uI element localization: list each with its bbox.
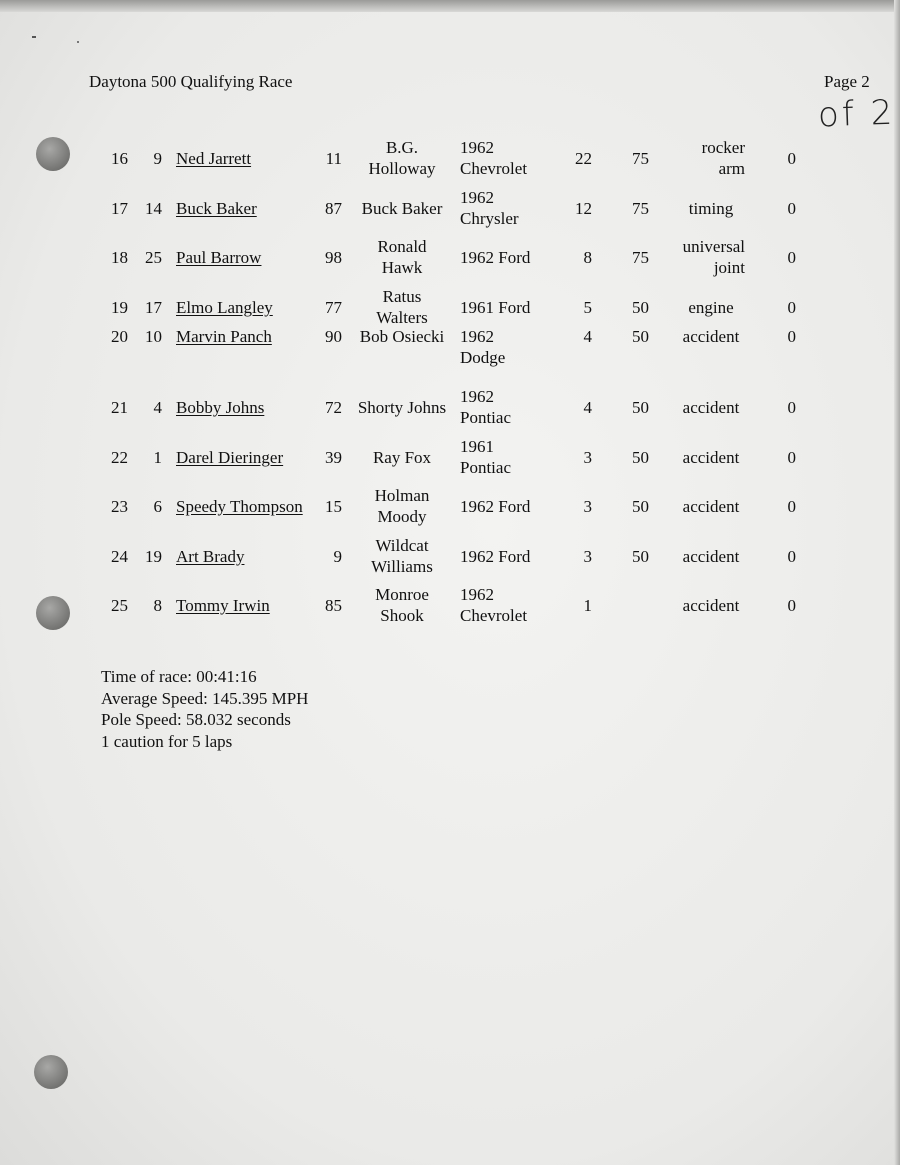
car-make: 1962 bbox=[460, 585, 494, 604]
race-status: accident bbox=[682, 596, 740, 615]
laps-completed: 12 bbox=[575, 199, 592, 218]
finish-position: 25 bbox=[111, 596, 128, 615]
start-position: 10 bbox=[145, 327, 162, 346]
driver-link[interactable]: Speedy Thompson bbox=[176, 497, 303, 516]
car-number: 39 bbox=[325, 448, 342, 467]
points: 0 bbox=[787, 398, 796, 417]
laps-completed: 22 bbox=[575, 149, 592, 168]
driver-link[interactable]: Ned Jarrett bbox=[176, 149, 252, 168]
table-row bbox=[0, 584, 900, 634]
start-position: 6 bbox=[153, 497, 162, 516]
race-stats bbox=[101, 666, 308, 752]
car-make: 1962 bbox=[460, 387, 494, 406]
prize-money: 75 bbox=[632, 199, 649, 218]
race-status: rocker bbox=[701, 138, 745, 157]
laps-completed: 3 bbox=[583, 448, 592, 467]
handwritten-page-note: of 2 bbox=[817, 92, 896, 136]
points: 0 bbox=[787, 327, 796, 346]
car-number: 77 bbox=[325, 298, 342, 317]
car-number: 90 bbox=[325, 327, 342, 346]
car-owner: Holloway bbox=[368, 159, 436, 178]
start-position: 19 bbox=[145, 547, 162, 566]
car-make: 1962 bbox=[460, 327, 494, 346]
car-owner: Bob Osiecki bbox=[359, 327, 445, 346]
driver-link[interactable]: Marvin Panch bbox=[176, 327, 272, 346]
car-owner: B.G. bbox=[385, 138, 419, 157]
table-row bbox=[0, 485, 900, 535]
car-owner: Ratus bbox=[382, 287, 422, 306]
car-owner: Monroe bbox=[375, 585, 429, 604]
race-status: accident bbox=[682, 398, 740, 417]
race-status: accident bbox=[682, 448, 740, 467]
points: 0 bbox=[787, 199, 796, 218]
punch-hole-icon bbox=[34, 1055, 68, 1089]
average-speed: Average Speed: 145.395 MPH bbox=[101, 688, 309, 708]
car-make: 1962 Ford bbox=[460, 248, 531, 267]
car-owner: Holman bbox=[374, 486, 430, 505]
finish-position: 18 bbox=[111, 248, 128, 267]
driver-link[interactable]: Paul Barrow bbox=[176, 248, 262, 267]
points: 0 bbox=[787, 596, 796, 615]
car-owner: Wildcat bbox=[375, 536, 429, 555]
points: 0 bbox=[787, 497, 796, 516]
laps-completed: 4 bbox=[583, 327, 592, 346]
prize-money: 50 bbox=[632, 448, 649, 467]
page-number: Page 2 bbox=[824, 72, 870, 91]
race-time: Time of race: 00:41:16 bbox=[101, 667, 257, 686]
prize-money: 50 bbox=[632, 327, 649, 346]
start-position: 9 bbox=[153, 149, 162, 168]
laps-completed: 3 bbox=[583, 497, 592, 516]
start-position: 17 bbox=[145, 298, 162, 317]
finish-position: 21 bbox=[111, 398, 128, 417]
car-number: 98 bbox=[325, 248, 342, 267]
prize-money: 50 bbox=[632, 497, 649, 516]
points: 0 bbox=[787, 149, 796, 168]
caution-count: 1 caution for 5 laps bbox=[101, 731, 233, 751]
laps-completed: 5 bbox=[583, 298, 592, 317]
scan-top-edge bbox=[0, 0, 900, 12]
car-make: Chevrolet bbox=[460, 606, 528, 625]
driver-link[interactable]: Darel Dieringer bbox=[176, 448, 284, 467]
car-owner: Shorty Johns bbox=[357, 398, 447, 417]
car-owner: Shook bbox=[380, 606, 424, 625]
car-make: Chrysler bbox=[460, 209, 519, 228]
race-status: engine bbox=[688, 298, 734, 317]
scan-speck bbox=[77, 41, 79, 43]
car-make: 1962 Ford bbox=[460, 547, 531, 566]
table-row bbox=[0, 187, 900, 237]
points: 0 bbox=[787, 248, 796, 267]
start-position: 25 bbox=[145, 248, 162, 267]
start-position: 14 bbox=[145, 199, 162, 218]
start-position: 8 bbox=[153, 596, 162, 615]
finish-position: 20 bbox=[111, 327, 128, 346]
car-make: Pontiac bbox=[460, 458, 511, 477]
race-status: accident bbox=[682, 547, 740, 566]
car-make: 1962 bbox=[460, 188, 494, 207]
car-number: 11 bbox=[325, 149, 342, 168]
prize-money: 75 bbox=[632, 149, 649, 168]
table-row bbox=[0, 326, 900, 376]
finish-position: 16 bbox=[111, 149, 128, 168]
race-status: accident bbox=[682, 497, 740, 516]
points: 0 bbox=[787, 547, 796, 566]
car-make: 1962 bbox=[460, 138, 494, 157]
pole-speed: Pole Speed: 58.032 seconds bbox=[101, 710, 291, 729]
car-number: 87 bbox=[325, 199, 342, 218]
car-owner: Williams bbox=[371, 557, 433, 576]
car-make: 1961 bbox=[460, 437, 494, 456]
car-number: 72 bbox=[325, 398, 342, 417]
car-owner: Moody bbox=[377, 507, 427, 526]
laps-completed: 4 bbox=[583, 398, 592, 417]
car-make: Pontiac bbox=[460, 408, 511, 427]
points: 0 bbox=[787, 448, 796, 467]
finish-position: 23 bbox=[111, 497, 128, 516]
race-status: universal bbox=[682, 237, 745, 256]
table-row bbox=[0, 535, 900, 585]
driver-link[interactable]: Art Brady bbox=[176, 547, 245, 566]
table-row bbox=[0, 386, 900, 436]
laps-completed: 8 bbox=[583, 248, 592, 267]
prize-money: 75 bbox=[632, 248, 649, 267]
finish-position: 22 bbox=[111, 448, 128, 467]
laps-completed: 1 bbox=[583, 596, 592, 615]
finish-position: 17 bbox=[111, 199, 128, 218]
table-row bbox=[0, 236, 900, 286]
finish-position: 24 bbox=[111, 547, 128, 566]
car-owner: Walters bbox=[376, 308, 428, 327]
start-position: 1 bbox=[153, 448, 162, 467]
car-owner: Ronald bbox=[377, 237, 427, 256]
car-owner: Buck Baker bbox=[361, 199, 443, 218]
table-row bbox=[0, 436, 900, 486]
driver-link[interactable]: Tommy Irwin bbox=[176, 596, 270, 615]
race-status: joint bbox=[713, 258, 745, 277]
car-make: Dodge bbox=[460, 348, 506, 367]
points: 0 bbox=[787, 298, 796, 317]
car-number: 15 bbox=[325, 497, 342, 516]
finish-position: 19 bbox=[111, 298, 128, 317]
car-number: 9 bbox=[333, 547, 342, 566]
scan-speck bbox=[32, 36, 36, 38]
race-status: accident bbox=[682, 327, 740, 346]
start-position: 4 bbox=[153, 398, 162, 417]
car-owner: Ray Fox bbox=[372, 448, 432, 467]
prize-money: 50 bbox=[632, 398, 649, 417]
driver-link[interactable]: Elmo Langley bbox=[176, 298, 273, 317]
race-status: timing bbox=[688, 199, 734, 218]
laps-completed: 3 bbox=[583, 547, 592, 566]
driver-link[interactable]: Bobby Johns bbox=[176, 398, 265, 417]
table-row bbox=[0, 137, 900, 187]
car-make: 1962 Ford bbox=[460, 497, 531, 516]
driver-link[interactable]: Buck Baker bbox=[176, 199, 257, 218]
car-make: Chevrolet bbox=[460, 159, 528, 178]
car-owner: Hawk bbox=[381, 258, 423, 277]
document-title: Daytona 500 Qualifying Race bbox=[89, 72, 293, 91]
race-status: arm bbox=[718, 159, 745, 178]
prize-money: 50 bbox=[632, 547, 649, 566]
car-number: 85 bbox=[325, 596, 342, 615]
prize-money: 50 bbox=[632, 298, 649, 317]
car-make: 1961 Ford bbox=[460, 298, 531, 317]
